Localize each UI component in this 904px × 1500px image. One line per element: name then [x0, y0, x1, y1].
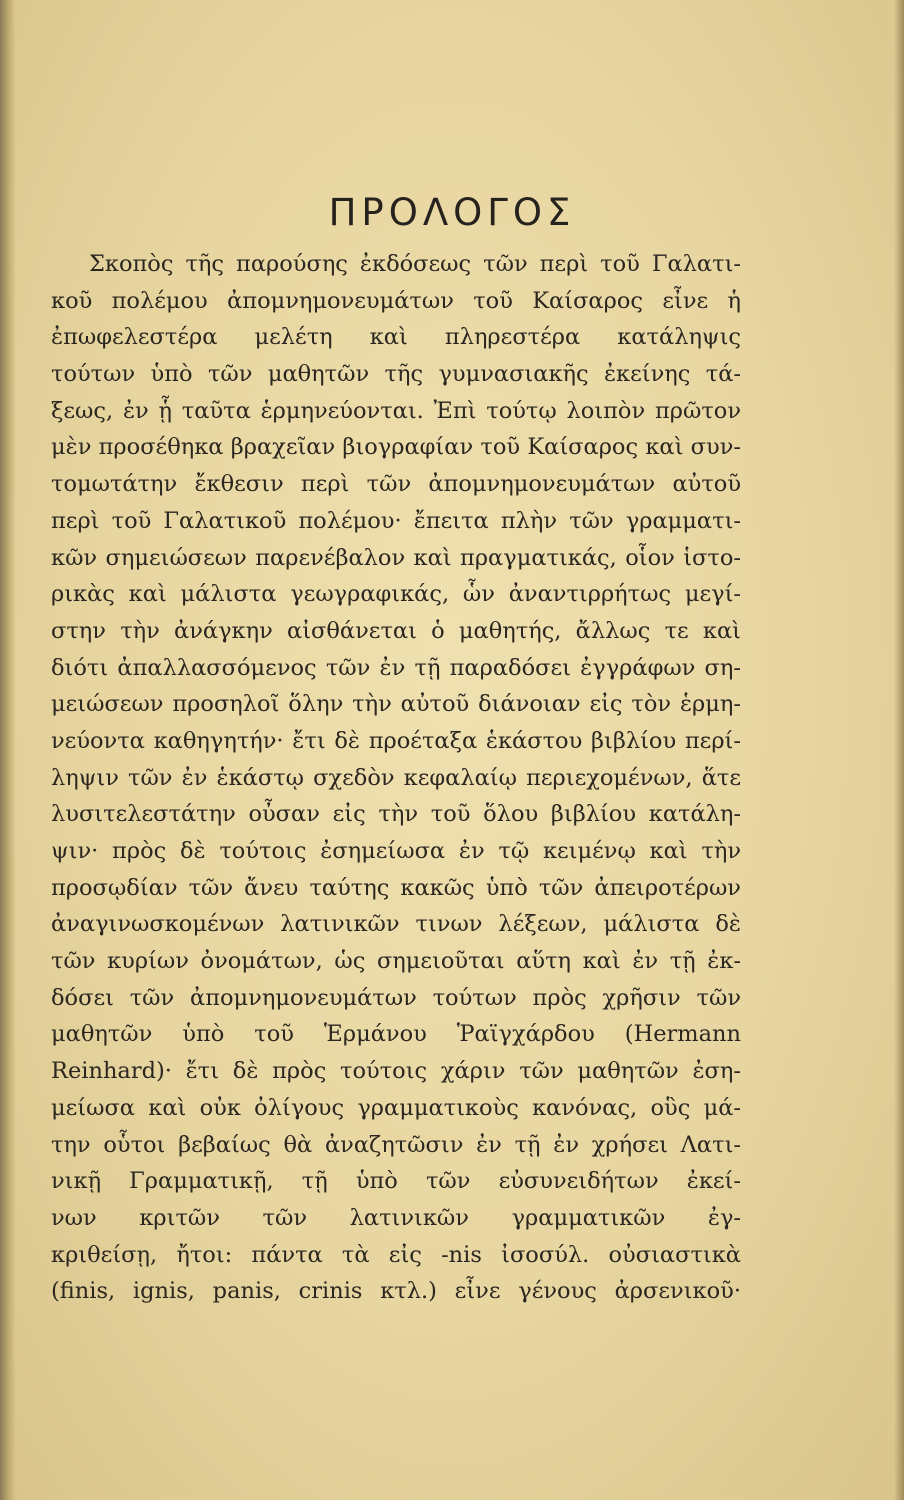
text-line: μὲν προσέθηκα βραχεῖαν βιογραφίαν τοῦ Καίσαρος καὶ συν- — [51, 434, 741, 461]
text-line: ἀναγινωσκομένων λατινικῶν τινων λέξεων, μάλιστα δὲ — [51, 911, 741, 938]
text-line: στην τὴν ἀνάγκην αἰσθάνεται ὁ μαθητής, ἄλλως τε καὶ — [51, 617, 741, 644]
preface-body — [51, 246, 741, 1310]
text-line: νων κριτῶν τῶν λατινικῶν γραμματικῶν ἐγ- — [51, 1204, 741, 1231]
text-line: τούτων ὑπὸ τῶν μαθητῶν τῆς γυμνασιακῆς ἐκείνης τά- — [51, 361, 741, 388]
text-line: ρικὰς καὶ μάλιστα γεωγραφικάς, ὧν ἀναντιρρήτως μεγί- — [51, 581, 741, 608]
text-line: την οὗτοι βεβαίως θὰ ἀναζητῶσιν ἐν τῇ ἐν χρήσει Λατι- — [51, 1131, 741, 1158]
text-line: δόσει τῶν ἀπομνημονευμάτων τούτων πρὸς χρῆσιν τῶν — [51, 984, 741, 1011]
text-line: κοῦ πολέμου ἀπομνημονευμάτων τοῦ Καίσαρος εἶνε ἡ — [51, 287, 741, 314]
text-line: (finis, ignis, panis, crinis κτλ.) εἶνε γένους ἀρσενικοῦ· — [51, 1278, 741, 1305]
text-line: διότι ἀπαλλασσόμενος τῶν ἐν τῇ παραδόσει ἐγγράφων ση- — [51, 654, 741, 681]
text-line: μαθητῶν ὑπὸ τοῦ Ἑρμάνου Ῥαϊγχάρδου (Hermann — [51, 1021, 741, 1048]
text-line: ψιν· πρὸς δὲ τούτοις ἐσημείωσα ἐν τῷ κειμένῳ καὶ τὴν — [51, 838, 741, 864]
text-line: Reinhard)· ἔτι δὲ πρὸς τούτοις χάριν τῶν μαθητῶν ἐση- — [51, 1058, 741, 1085]
text-line: νεύοντα καθηγητήν· ἔτι δὲ προέταξα ἑκάστου βιβλίου περί- — [51, 727, 741, 754]
text-line: κριθείσῃ, ἤτοι: πάντα τὰ εἰς -nis ἰσοσύλ. οὐσιαστικὰ — [51, 1241, 741, 1268]
text-line: μειώσεων προσηλοῖ ὅλην τὴν αὐτοῦ διάνοιαν εἰς τὸν ἑρμη- — [51, 691, 741, 718]
text-line: ξεως, ἐν ᾗ ταῦτα ἑρμηνεύονται. Ἐπὶ τούτῳ λοιπὸν πρῶτον — [51, 397, 741, 424]
text-line: κῶν σημειώσεων παρενέβαλον καὶ πραγματικάς, οἷον ἱστο- — [51, 544, 741, 571]
text-line: μείωσα καὶ οὐκ ὀλίγους γραμματικοὺς κανόνας, οὓς μά- — [51, 1094, 741, 1121]
text-line: Σκοπὸς τῆς παρούσης ἐκδόσεως τῶν περὶ τοῦ Γαλατι- — [89, 251, 741, 277]
text-line: περὶ τοῦ Γαλατικοῦ πολέμου· ἔπειτα πλὴν τῶν γραμματι- — [51, 507, 741, 534]
page-title: ΠΡΟΛΟΓΟΣ — [328, 190, 576, 234]
text-line: νικῇ Γραμματικῇ, τῇ ὑπὸ τῶν εὐσυνειδήτων ἐκεί- — [51, 1168, 741, 1195]
text-line: ληψιν τῶν ἐν ἑκάστῳ σχεδὸν κεφαλαίῳ περιεχομένων, ἅτε — [51, 764, 741, 791]
text-line: τομωτάτην ἔκθεσιν περὶ τῶν ἀπομνημονευμάτων αὐτοῦ — [51, 471, 741, 498]
text-line: ἐπωφελεστέρα μελέτη καὶ πληρεστέρα κατάληψις — [51, 324, 741, 351]
text-line: τῶν κυρίων ὀνομάτων, ὡς σημειοῦται αὕτη καὶ ἐν τῇ ἐκ- — [51, 948, 741, 975]
text-line: λυσιτελεστάτην οὖσαν εἰς τὴν τοῦ ὅλου βιβλίου κατάλη- — [51, 801, 741, 828]
text-line: προσῳδίαν τῶν ἄνευ ταύτης κακῶς ὑπὸ τῶν ἀπειροτέρων — [51, 874, 741, 901]
